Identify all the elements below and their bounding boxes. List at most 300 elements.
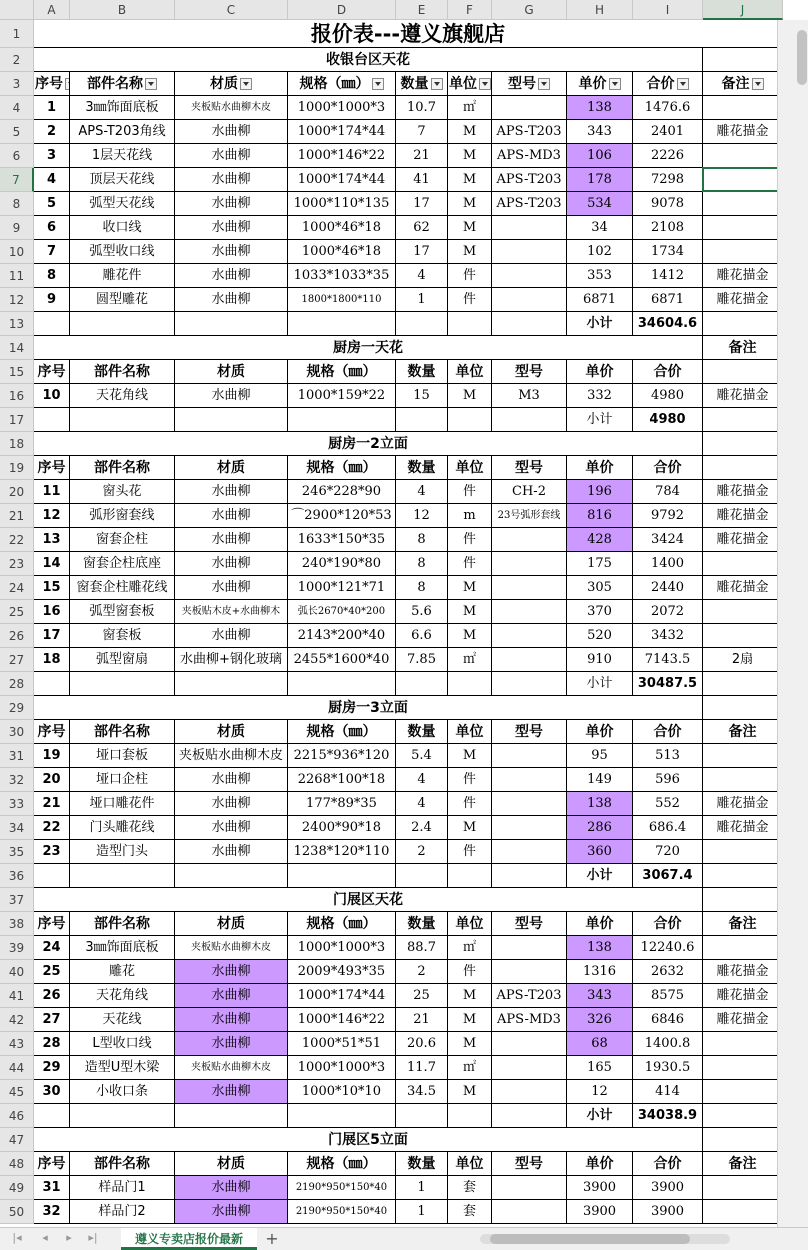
- item-no[interactable]: [34, 840, 70, 864]
- row-header-47[interactable]: 47: [0, 1128, 34, 1152]
- remark[interactable]: [703, 480, 777, 504]
- model[interactable]: [492, 144, 567, 168]
- item-no[interactable]: [34, 936, 70, 960]
- unit[interactable]: [448, 120, 492, 144]
- column-label[interactable]: [492, 72, 567, 96]
- row-header-31[interactable]: 31: [0, 744, 34, 768]
- unit[interactable]: [448, 504, 492, 528]
- model[interactable]: [492, 1080, 567, 1104]
- unit-price[interactable]: [567, 288, 633, 312]
- row-header-9[interactable]: 9: [0, 216, 34, 240]
- unit-price[interactable]: [567, 120, 633, 144]
- quantity[interactable]: [396, 936, 448, 960]
- row-header-46[interactable]: 46: [0, 1104, 34, 1128]
- column-label[interactable]: [396, 912, 448, 936]
- cell[interactable]: [448, 312, 492, 336]
- prev-sheet-icon[interactable]: ◂: [42, 1231, 48, 1244]
- model[interactable]: [492, 768, 567, 792]
- total-price[interactable]: [633, 792, 703, 816]
- remark[interactable]: [703, 216, 777, 240]
- part-name[interactable]: [70, 960, 175, 984]
- remark[interactable]: [703, 1200, 777, 1224]
- cell[interactable]: [288, 312, 396, 336]
- model[interactable]: [492, 504, 567, 528]
- spec[interactable]: [288, 936, 396, 960]
- total-price[interactable]: [633, 1032, 703, 1056]
- unit[interactable]: [448, 1008, 492, 1032]
- subtotal-value[interactable]: [633, 1104, 703, 1128]
- column-label[interactable]: [633, 360, 703, 384]
- total-price[interactable]: [633, 984, 703, 1008]
- item-no[interactable]: [34, 768, 70, 792]
- spec[interactable]: [288, 840, 396, 864]
- cell[interactable]: [396, 1104, 448, 1128]
- unit[interactable]: [448, 744, 492, 768]
- item-no[interactable]: [34, 240, 70, 264]
- unit-price[interactable]: [567, 1008, 633, 1032]
- row-header-28[interactable]: 28: [0, 672, 34, 696]
- row-header-17[interactable]: 17: [0, 408, 34, 432]
- subtotal-value[interactable]: [633, 672, 703, 696]
- quantity[interactable]: [396, 120, 448, 144]
- spec[interactable]: [288, 984, 396, 1008]
- spec[interactable]: [288, 528, 396, 552]
- unit-price[interactable]: [567, 552, 633, 576]
- cell[interactable]: [448, 864, 492, 888]
- spec[interactable]: [288, 480, 396, 504]
- column-label[interactable]: [492, 456, 567, 480]
- item-no[interactable]: [34, 96, 70, 120]
- subtotal-label[interactable]: [567, 672, 633, 696]
- part-name[interactable]: [70, 384, 175, 408]
- total-price[interactable]: [633, 624, 703, 648]
- quantity[interactable]: [396, 144, 448, 168]
- material[interactable]: [175, 504, 288, 528]
- remark[interactable]: [703, 600, 777, 624]
- total-price[interactable]: [633, 288, 703, 312]
- quantity[interactable]: [396, 600, 448, 624]
- remark[interactable]: [703, 240, 777, 264]
- unit-price[interactable]: [567, 1032, 633, 1056]
- item-no[interactable]: [34, 816, 70, 840]
- sheet-title[interactable]: [34, 20, 777, 48]
- column-label[interactable]: [492, 360, 567, 384]
- part-name[interactable]: [70, 600, 175, 624]
- model[interactable]: [492, 192, 567, 216]
- part-name[interactable]: [70, 552, 175, 576]
- model[interactable]: [492, 936, 567, 960]
- model[interactable]: [492, 96, 567, 120]
- unit[interactable]: [448, 792, 492, 816]
- section-note[interactable]: [703, 888, 777, 912]
- row-header-5[interactable]: 5: [0, 120, 34, 144]
- quantity[interactable]: [396, 792, 448, 816]
- remark[interactable]: [703, 552, 777, 576]
- column-label[interactable]: [567, 1152, 633, 1176]
- unit[interactable]: [448, 624, 492, 648]
- material[interactable]: [175, 240, 288, 264]
- cell[interactable]: [448, 672, 492, 696]
- unit-price[interactable]: [567, 144, 633, 168]
- total-price[interactable]: [633, 600, 703, 624]
- model[interactable]: [492, 792, 567, 816]
- item-no[interactable]: [34, 1176, 70, 1200]
- part-name[interactable]: [70, 168, 175, 192]
- total-price[interactable]: [633, 192, 703, 216]
- unit-price[interactable]: [567, 1176, 633, 1200]
- column-label[interactable]: [175, 1152, 288, 1176]
- unit[interactable]: [448, 840, 492, 864]
- item-no[interactable]: [34, 264, 70, 288]
- column-label[interactable]: [448, 720, 492, 744]
- sheet-tab[interactable]: 遵义专卖店报价最新: [121, 1228, 257, 1250]
- spec[interactable]: [288, 1080, 396, 1104]
- item-no[interactable]: [34, 624, 70, 648]
- row-header-36[interactable]: 36: [0, 864, 34, 888]
- model[interactable]: [492, 744, 567, 768]
- quantity[interactable]: [396, 480, 448, 504]
- part-name[interactable]: [70, 504, 175, 528]
- model[interactable]: [492, 384, 567, 408]
- unit[interactable]: [448, 192, 492, 216]
- row-header-35[interactable]: 35: [0, 840, 34, 864]
- cell[interactable]: [70, 672, 175, 696]
- unit[interactable]: [448, 648, 492, 672]
- unit[interactable]: [448, 984, 492, 1008]
- unit-price[interactable]: [567, 624, 633, 648]
- item-no[interactable]: [34, 192, 70, 216]
- material[interactable]: [175, 840, 288, 864]
- column-label[interactable]: [448, 912, 492, 936]
- cell[interactable]: [288, 672, 396, 696]
- item-no[interactable]: [34, 288, 70, 312]
- unit-price[interactable]: [567, 240, 633, 264]
- part-name[interactable]: [70, 576, 175, 600]
- unit[interactable]: [448, 528, 492, 552]
- column-label[interactable]: [492, 912, 567, 936]
- part-name[interactable]: [70, 1032, 175, 1056]
- column-label[interactable]: [288, 1152, 396, 1176]
- cell[interactable]: [175, 864, 288, 888]
- material[interactable]: [175, 192, 288, 216]
- material[interactable]: [175, 1200, 288, 1224]
- row-header-42[interactable]: 42: [0, 1008, 34, 1032]
- remark[interactable]: [703, 528, 777, 552]
- item-no[interactable]: [34, 384, 70, 408]
- column-label[interactable]: [492, 1152, 567, 1176]
- column-header-i[interactable]: I: [633, 0, 703, 20]
- cell[interactable]: [703, 312, 777, 336]
- row-header-29[interactable]: 29: [0, 696, 34, 720]
- spec[interactable]: [288, 960, 396, 984]
- total-price[interactable]: [633, 936, 703, 960]
- row-header-21[interactable]: 21: [0, 504, 34, 528]
- row-header-8[interactable]: 8: [0, 192, 34, 216]
- part-name[interactable]: [70, 936, 175, 960]
- column-label[interactable]: [703, 1152, 777, 1176]
- material[interactable]: [175, 792, 288, 816]
- column-label[interactable]: [448, 360, 492, 384]
- cell[interactable]: [34, 312, 70, 336]
- part-name[interactable]: [70, 1008, 175, 1032]
- column-label[interactable]: [633, 1152, 703, 1176]
- column-header-c[interactable]: C: [175, 0, 288, 20]
- remark[interactable]: [703, 816, 777, 840]
- total-price[interactable]: [633, 840, 703, 864]
- model[interactable]: [492, 240, 567, 264]
- model[interactable]: [492, 120, 567, 144]
- unit-price[interactable]: [567, 840, 633, 864]
- row-header-19[interactable]: 19: [0, 456, 34, 480]
- cell[interactable]: [703, 408, 777, 432]
- quantity[interactable]: [396, 264, 448, 288]
- quantity[interactable]: [396, 1080, 448, 1104]
- total-price[interactable]: [633, 576, 703, 600]
- spec[interactable]: [288, 816, 396, 840]
- column-label[interactable]: [567, 456, 633, 480]
- spec[interactable]: [288, 624, 396, 648]
- unit[interactable]: [448, 144, 492, 168]
- filter-dropdown-icon[interactable]: [609, 78, 621, 90]
- item-no[interactable]: [34, 1032, 70, 1056]
- material[interactable]: [175, 600, 288, 624]
- row-header-16[interactable]: 16: [0, 384, 34, 408]
- remark[interactable]: [703, 288, 777, 312]
- item-no[interactable]: [34, 216, 70, 240]
- total-price[interactable]: [633, 480, 703, 504]
- total-price[interactable]: [633, 816, 703, 840]
- unit[interactable]: [448, 576, 492, 600]
- column-label[interactable]: [703, 912, 777, 936]
- part-name[interactable]: [70, 120, 175, 144]
- model[interactable]: [492, 840, 567, 864]
- total-price[interactable]: [633, 1080, 703, 1104]
- row-header-27[interactable]: 27: [0, 648, 34, 672]
- part-name[interactable]: [70, 240, 175, 264]
- material[interactable]: [175, 480, 288, 504]
- column-label[interactable]: [396, 720, 448, 744]
- filter-dropdown-icon[interactable]: [538, 78, 550, 90]
- material[interactable]: [175, 1032, 288, 1056]
- unit-price[interactable]: [567, 984, 633, 1008]
- spec[interactable]: [288, 600, 396, 624]
- material[interactable]: [175, 96, 288, 120]
- material[interactable]: [175, 264, 288, 288]
- total-price[interactable]: [633, 264, 703, 288]
- quantity[interactable]: [396, 744, 448, 768]
- part-name[interactable]: [70, 840, 175, 864]
- material[interactable]: [175, 648, 288, 672]
- subtotal-value[interactable]: [633, 408, 703, 432]
- unit-price[interactable]: [567, 192, 633, 216]
- vertical-scrollbar[interactable]: [777, 20, 808, 1227]
- item-no[interactable]: [34, 600, 70, 624]
- model[interactable]: [492, 816, 567, 840]
- material[interactable]: [175, 216, 288, 240]
- spec[interactable]: [288, 504, 396, 528]
- remark[interactable]: [703, 744, 777, 768]
- item-no[interactable]: [34, 648, 70, 672]
- cell[interactable]: [448, 408, 492, 432]
- column-label[interactable]: [633, 72, 703, 96]
- item-no[interactable]: [34, 792, 70, 816]
- spec[interactable]: [288, 168, 396, 192]
- part-name[interactable]: [70, 216, 175, 240]
- quantity[interactable]: [396, 1176, 448, 1200]
- unit-price[interactable]: [567, 744, 633, 768]
- column-label[interactable]: [70, 456, 175, 480]
- column-label[interactable]: [34, 720, 70, 744]
- model[interactable]: [492, 1200, 567, 1224]
- cell[interactable]: [70, 312, 175, 336]
- row-header-3[interactable]: 3: [0, 72, 34, 96]
- column-label[interactable]: [448, 1152, 492, 1176]
- part-name[interactable]: [70, 144, 175, 168]
- first-sheet-icon[interactable]: |◂: [12, 1231, 22, 1244]
- column-label[interactable]: [70, 72, 175, 96]
- total-price[interactable]: [633, 504, 703, 528]
- item-no[interactable]: [34, 744, 70, 768]
- row-header-39[interactable]: 39: [0, 936, 34, 960]
- model[interactable]: [492, 552, 567, 576]
- subtotal-value[interactable]: [633, 312, 703, 336]
- cell[interactable]: [70, 408, 175, 432]
- column-label[interactable]: [175, 456, 288, 480]
- row-header-50[interactable]: 50: [0, 1200, 34, 1224]
- remark[interactable]: [703, 936, 777, 960]
- spec[interactable]: [288, 240, 396, 264]
- material[interactable]: [175, 528, 288, 552]
- spec[interactable]: [288, 264, 396, 288]
- spec[interactable]: [288, 648, 396, 672]
- material[interactable]: [175, 552, 288, 576]
- filter-dropdown-icon[interactable]: [752, 78, 764, 90]
- column-label[interactable]: [70, 720, 175, 744]
- cell[interactable]: [175, 312, 288, 336]
- material[interactable]: [175, 624, 288, 648]
- material[interactable]: [175, 1080, 288, 1104]
- unit[interactable]: [448, 960, 492, 984]
- material[interactable]: [175, 744, 288, 768]
- spec[interactable]: [288, 120, 396, 144]
- subtotal-label[interactable]: [567, 408, 633, 432]
- section-title[interactable]: [34, 1128, 703, 1152]
- spec[interactable]: [288, 1008, 396, 1032]
- unit[interactable]: [448, 1200, 492, 1224]
- part-name[interactable]: [70, 528, 175, 552]
- row-header-23[interactable]: 23: [0, 552, 34, 576]
- unit[interactable]: [448, 1056, 492, 1080]
- part-name[interactable]: [70, 792, 175, 816]
- row-header-25[interactable]: 25: [0, 600, 34, 624]
- part-name[interactable]: [70, 192, 175, 216]
- column-header-e[interactable]: E: [396, 0, 448, 20]
- unit[interactable]: [448, 768, 492, 792]
- model[interactable]: [492, 264, 567, 288]
- part-name[interactable]: [70, 96, 175, 120]
- column-label[interactable]: [70, 1152, 175, 1176]
- unit-price[interactable]: [567, 936, 633, 960]
- cell[interactable]: [492, 312, 567, 336]
- column-label[interactable]: [175, 360, 288, 384]
- column-label[interactable]: [288, 72, 396, 96]
- total-price[interactable]: [633, 552, 703, 576]
- column-label[interactable]: [633, 720, 703, 744]
- section-title[interactable]: [34, 336, 703, 360]
- model[interactable]: [492, 648, 567, 672]
- unit[interactable]: [448, 384, 492, 408]
- subtotal-label[interactable]: [567, 1104, 633, 1128]
- item-no[interactable]: [34, 1008, 70, 1032]
- unit-price[interactable]: [567, 576, 633, 600]
- total-price[interactable]: [633, 168, 703, 192]
- remark[interactable]: [703, 120, 777, 144]
- column-label[interactable]: [567, 360, 633, 384]
- item-no[interactable]: [34, 528, 70, 552]
- cell[interactable]: [703, 864, 777, 888]
- unit-price[interactable]: [567, 1080, 633, 1104]
- material[interactable]: [175, 960, 288, 984]
- column-label[interactable]: [34, 912, 70, 936]
- part-name[interactable]: [70, 1200, 175, 1224]
- item-no[interactable]: [34, 504, 70, 528]
- unit-price[interactable]: [567, 1200, 633, 1224]
- cell[interactable]: [703, 1104, 777, 1128]
- unit[interactable]: [448, 816, 492, 840]
- item-no[interactable]: [34, 552, 70, 576]
- column-header-d[interactable]: D: [288, 0, 396, 20]
- model[interactable]: [492, 1008, 567, 1032]
- quantity[interactable]: [396, 1056, 448, 1080]
- item-no[interactable]: [34, 1200, 70, 1224]
- total-price[interactable]: [633, 240, 703, 264]
- unit-price[interactable]: [567, 816, 633, 840]
- row-header-40[interactable]: 40: [0, 960, 34, 984]
- unit[interactable]: [448, 1080, 492, 1104]
- cell[interactable]: [492, 864, 567, 888]
- column-label[interactable]: [288, 360, 396, 384]
- part-name[interactable]: [70, 480, 175, 504]
- part-name[interactable]: [70, 264, 175, 288]
- total-price[interactable]: [633, 1056, 703, 1080]
- quantity[interactable]: [396, 1008, 448, 1032]
- remark[interactable]: [703, 1008, 777, 1032]
- last-sheet-icon[interactable]: ▸|: [88, 1231, 98, 1244]
- total-price[interactable]: [633, 528, 703, 552]
- item-no[interactable]: [34, 984, 70, 1008]
- unit[interactable]: [448, 288, 492, 312]
- part-name[interactable]: [70, 624, 175, 648]
- item-no[interactable]: [34, 1080, 70, 1104]
- column-label[interactable]: [633, 912, 703, 936]
- row-header-2[interactable]: 2: [0, 48, 34, 72]
- unit[interactable]: [448, 936, 492, 960]
- quantity[interactable]: [396, 216, 448, 240]
- model[interactable]: [492, 576, 567, 600]
- spec[interactable]: [288, 768, 396, 792]
- unit-price[interactable]: [567, 96, 633, 120]
- unit[interactable]: [448, 264, 492, 288]
- horizontal-scroll-thumb[interactable]: [490, 1234, 690, 1244]
- material[interactable]: [175, 984, 288, 1008]
- remark[interactable]: [703, 1176, 777, 1200]
- quantity[interactable]: [396, 552, 448, 576]
- quantity[interactable]: [396, 840, 448, 864]
- spec[interactable]: [288, 576, 396, 600]
- item-no[interactable]: [34, 144, 70, 168]
- column-label[interactable]: [34, 1152, 70, 1176]
- quantity[interactable]: [396, 624, 448, 648]
